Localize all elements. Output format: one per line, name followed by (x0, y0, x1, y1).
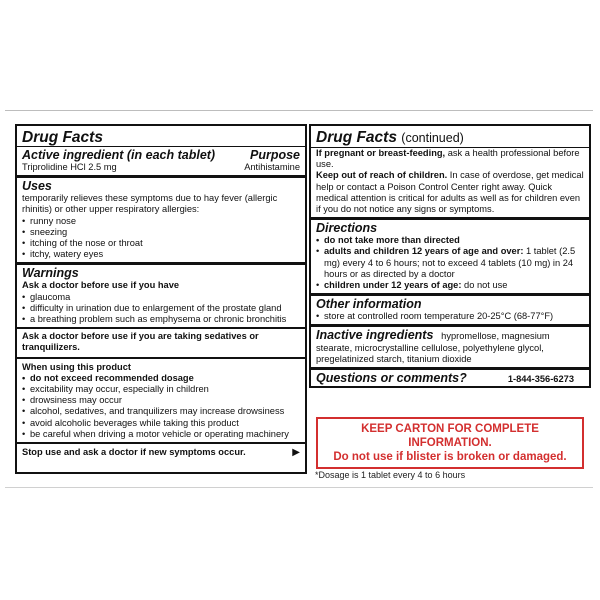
drug-facts-title: Drug Facts (22, 129, 103, 146)
list-item: • drowsiness may occur (22, 395, 300, 406)
warning-line-1: KEEP CARTON FOR COMPLETE INFORMATION. (361, 423, 539, 449)
purpose: Antihistamine (244, 162, 300, 172)
list-item: • a breathing problem such as emphysema or chronic bronchitis (22, 314, 300, 325)
list-item: • difficulty in urination due to enlargement of the prostate gland (22, 303, 300, 314)
other-info-heading: Other information (316, 297, 422, 312)
active-ingredient-heading: Active ingredient (in each tablet) (22, 148, 216, 162)
purpose-heading: Purpose (249, 148, 300, 162)
warnings-heading: Warnings (22, 266, 79, 281)
inactive-heading: Inactive ingredients (316, 328, 434, 343)
item-text: 1 tablet (2.5 mg) every 4 to 6 hours; not to exceed 4 tablets (10 mg) in 24 hours or as directed by a doctor (324, 246, 576, 279)
active-ingredient: Triprolidine HCl 2.5 mg (22, 162, 117, 172)
keep-out-warning (316, 170, 584, 215)
questions-row (316, 370, 584, 385)
item-bold: adults and children 12 years of age and over: (324, 246, 524, 257)
list-item: • itchy, watery eyes (22, 249, 300, 260)
keep-carton-warning-box (316, 417, 584, 469)
stop-use-row (22, 447, 300, 458)
dosage-footnote: *Dosage is 1 tablet every 4 to 6 hours (315, 470, 466, 480)
conditions-list (22, 292, 300, 326)
list-item: • sneezing (22, 227, 300, 238)
list-item (316, 246, 584, 280)
uses-intro: temporarily relieves these symptoms due to hay fever (allergic rhinitis) or other upper respiratory allergies: (22, 193, 278, 215)
list-item: • do not take more than directed (316, 235, 584, 246)
pregnant-warning (316, 148, 584, 170)
list-item: • runny nose (22, 216, 300, 227)
list-item (316, 280, 584, 291)
list-item: • avoid alcoholic beverages while taking this product (22, 418, 300, 429)
drug-facts-panel (15, 124, 307, 474)
when-using-heading: When using this product (22, 361, 131, 372)
uses-heading: Uses (22, 179, 52, 194)
warning-line-2: Do not use if blister is broken or damaged. (333, 451, 567, 463)
pregnant-text: ask a health professional before use. (316, 148, 580, 170)
continued-text: (continued) (401, 131, 464, 145)
list-item: • alcohol, sedatives, and tranquilizers may increase drowsiness (22, 406, 300, 417)
keep-out-text: In case of overdose, get medical help or contact a Poison Control Center right away. Quick medical attention is critical for adults as well as for children even if you do not notice any signs or symptoms. (316, 170, 584, 215)
triangle-right-icon: ▶ (292, 447, 300, 459)
list-item: • do not exceed recommended dosage (22, 373, 300, 384)
title-text: Drug Facts (316, 129, 397, 146)
ask-doctor-heading: Ask a doctor before use if you have (22, 280, 180, 291)
active-ingredient-header (22, 147, 300, 162)
list-item: • store at controlled room temperature 20-25°C (68-77°F) (316, 311, 584, 322)
keep-out-bold: Keep out of reach of children. (316, 170, 448, 181)
directions-list (316, 235, 584, 291)
when-using-list (22, 373, 300, 440)
phone-number: 1-844-356-6273 (507, 374, 574, 385)
uses-list (22, 216, 300, 261)
inactive-text: hypromellose, magnesium stearate, microcrystalline cellulose, polyethylene glycol, pregelatinized starch, titanium dioxide (316, 331, 550, 364)
questions-heading: Questions or comments? (316, 371, 467, 386)
carton-panel (5, 110, 593, 488)
item-text: do not use (461, 280, 508, 291)
stop-use-warning: Stop use and ask a doctor if new symptoms occur. (22, 447, 246, 458)
drug-facts-continued-panel (309, 124, 591, 388)
list-item: • excitability may occur, especially in children (22, 384, 300, 395)
active-ingredient-row (22, 162, 300, 173)
directions-heading: Directions (316, 221, 378, 236)
list-item: • glaucoma (22, 292, 300, 303)
list-item: • be careful when driving a motor vehicle or operating machinery (22, 429, 300, 440)
list-item: • itching of the nose or throat (22, 238, 300, 249)
sedatives-warning: Ask a doctor before use if you are taking sedatives or tranquilizers. (22, 331, 259, 353)
item-bold: children under 12 years of age: (324, 280, 462, 291)
inactive-ingredients (316, 328, 584, 365)
drug-facts-continued-title (316, 129, 584, 147)
other-info-list (316, 311, 584, 322)
pregnant-bold: If pregnant or breast-feeding, (316, 148, 446, 158)
